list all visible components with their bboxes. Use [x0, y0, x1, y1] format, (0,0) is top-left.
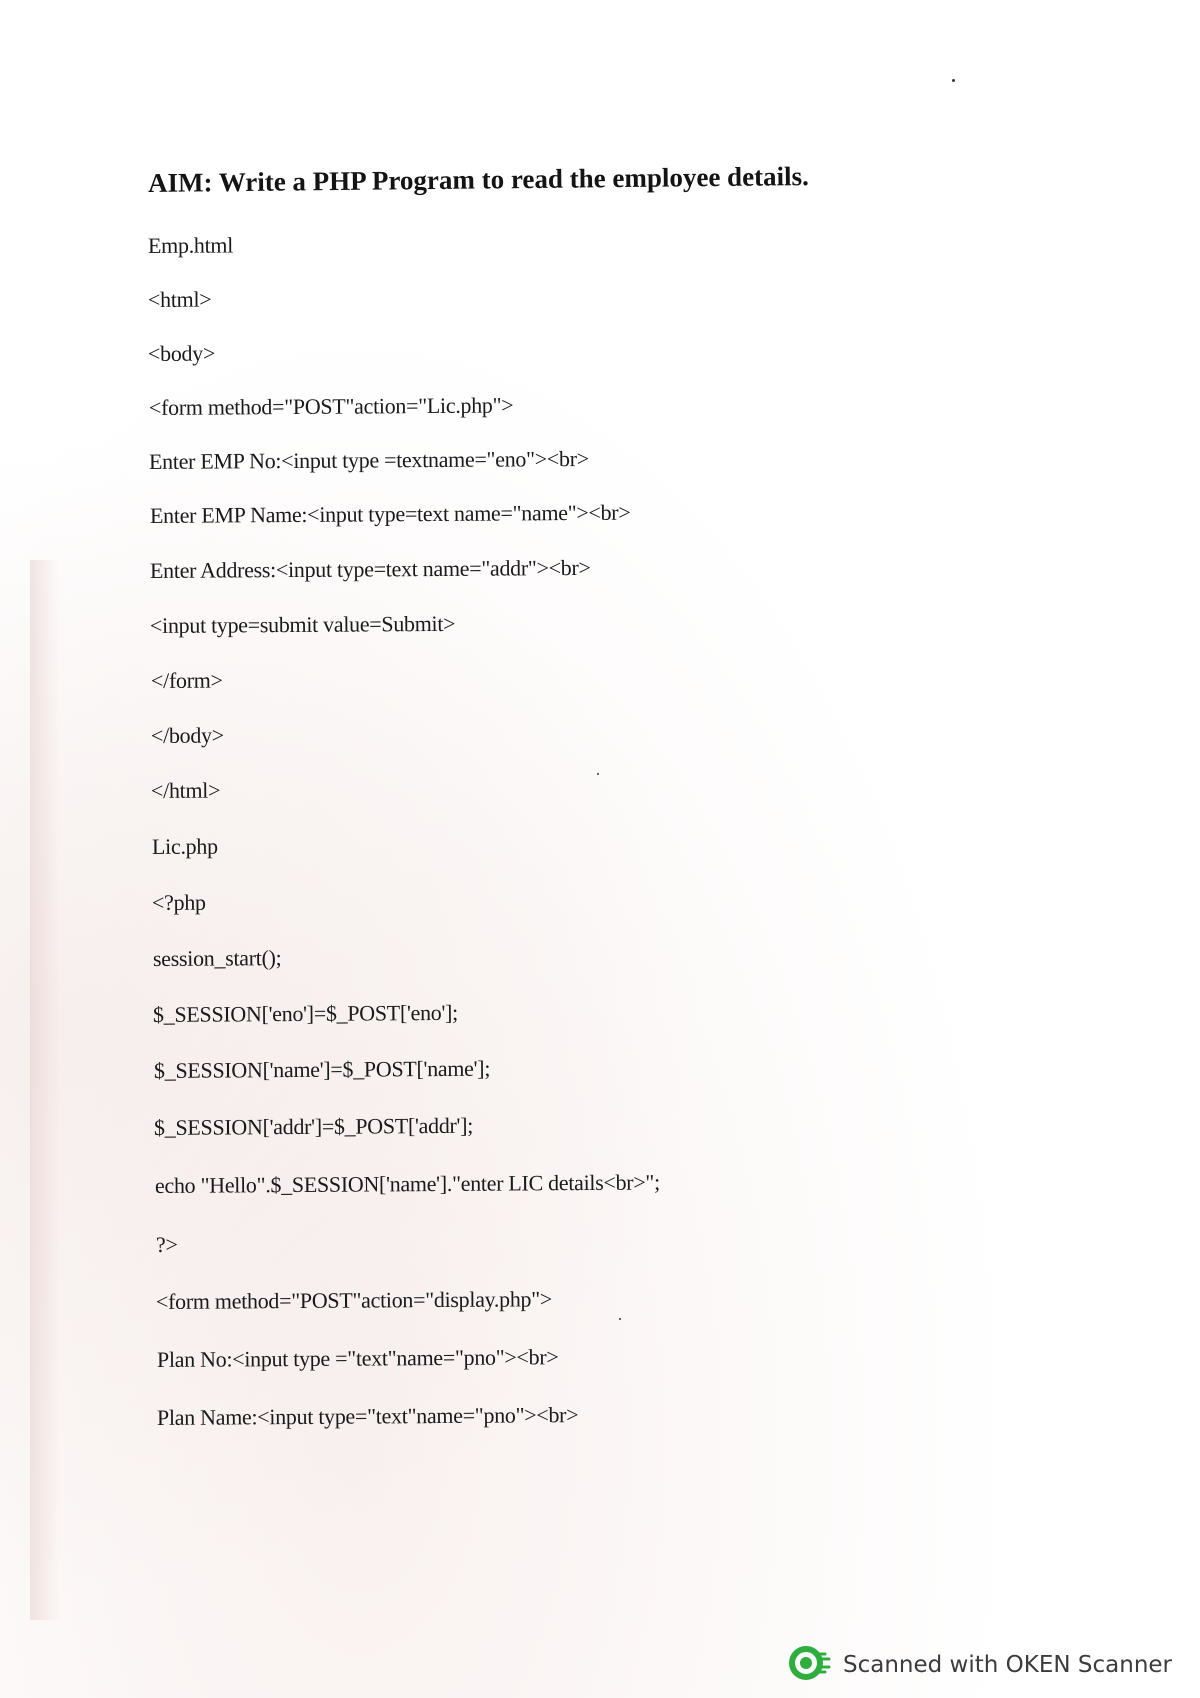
code-line: </form> [150, 667, 223, 693]
code-line: Plan Name:<input type="text"name="pno"><br> [156, 1402, 579, 1430]
scan-speck [597, 773, 599, 775]
code-line: echo "Hello".$_SESSION['name']."enter LIC details<br>"; [154, 1169, 660, 1198]
code-line: session_start(); [152, 945, 282, 971]
code-line: $_SESSION['eno']=$_POST['eno']; [152, 999, 459, 1027]
code-line: Enter EMP Name:<input type=text name="name"><br> [149, 499, 631, 528]
code-line: Lic.php [151, 833, 218, 859]
code-line: Plan No:<input type ="text"name="pno"><br> [156, 1344, 559, 1372]
code-line: <form method="POST"action="display.php"> [155, 1286, 553, 1314]
document-title: AIM: Write a PHP Program to read the employee details. [147, 161, 809, 198]
code-line: ?> [155, 1231, 178, 1257]
page-edge-shadow [30, 560, 60, 1620]
scanner-watermark-text: Scanned with OKEN Scanner [843, 1652, 1172, 1678]
scanner-watermark [789, 1648, 1172, 1682]
code-line: <body> [147, 340, 216, 366]
code-line: Emp.html [147, 232, 234, 258]
code-line: <?php [151, 889, 206, 915]
code-line: </body> [150, 722, 224, 748]
code-line: Enter Address:<input type=text name="addr"><br> [149, 554, 591, 583]
scan-speck [952, 79, 955, 82]
code-line: <input type=submit value=Submit> [149, 610, 456, 638]
code-line: $_SESSION['name']=$_POST['name']; [153, 1055, 491, 1083]
code-line: Enter EMP No:<input type =textname="eno"><br> [148, 445, 589, 474]
code-line: $_SESSION['addr']=$_POST['addr']; [153, 1112, 474, 1140]
code-line: <html> [147, 286, 212, 312]
code-line: <form method="POST"action="Lic.php"> [148, 392, 514, 420]
code-line: </html> [150, 777, 221, 803]
oken-scanner-logo-icon [789, 1646, 831, 1685]
scan-speck [619, 1318, 621, 1320]
